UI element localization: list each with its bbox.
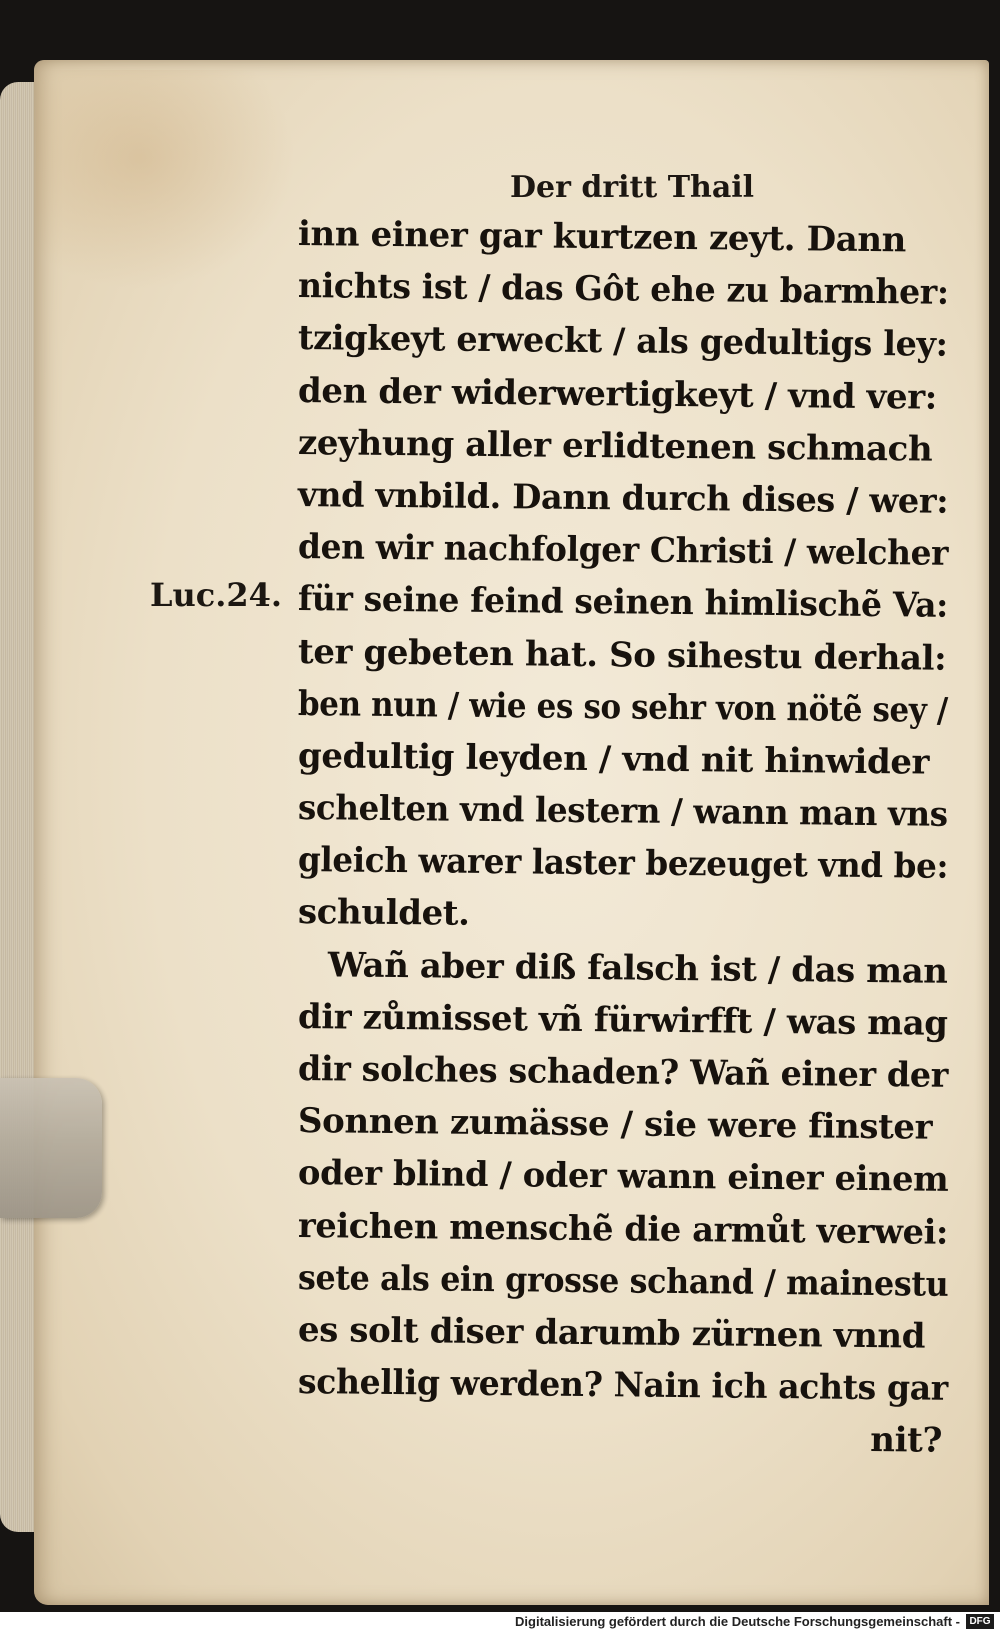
funding-credit: Digitalisierung gefördert durch die Deutsche Forschungsgemeinschaft - xyxy=(515,1614,960,1629)
text-line: es solt diser darumb zürnen vnnd xyxy=(297,1309,926,1357)
text-line: nit? xyxy=(870,1420,943,1462)
text-line: für seine feind seinen himlischẽ Va: xyxy=(297,579,949,627)
margin-note: Luc.24. xyxy=(150,576,283,614)
text-line: ben nun / wie es so sehr von nötẽ sey / xyxy=(297,683,949,731)
text-line: dir solches schaden? Wañ einer der xyxy=(297,1049,949,1096)
text-line: tzigkeyt erweckt / als gedultigs ley: xyxy=(297,318,948,366)
dfg-logo: DFG xyxy=(966,1614,994,1629)
text-line: den wir nachfolger Christi / welcher xyxy=(297,527,949,574)
text-line: dir zůmisset vñ fürwirfft / was mag xyxy=(297,996,948,1044)
text-line: schelten vnd lestern / wann man vns xyxy=(297,788,948,835)
running-head: Der dritt Thail xyxy=(510,170,755,205)
text-block xyxy=(298,208,948,1461)
text-line: inn einer gar kurtzen zeyt. Dann xyxy=(297,214,907,261)
text-line: gleich warer laster bezeuget vnd be: xyxy=(297,840,949,888)
text-line: schellig werden? Nain ich achts gar xyxy=(297,1362,949,1409)
text-line: oder blind / oder wann einer einem xyxy=(297,1153,949,1201)
text-line: Sonnen zumässe / sie were finster xyxy=(297,1101,933,1148)
text-line: Wañ aber diß falsch ist / das man xyxy=(327,944,948,992)
text-line: ter gebeten hat. So sihestu derhal: xyxy=(297,631,947,679)
text-line: vnd vnbild. Dann durch dises / wer: xyxy=(297,474,949,522)
text-line: den der widerwertigkeyt / vnd ver: xyxy=(297,370,938,418)
page-clip xyxy=(0,1078,102,1218)
text-line: nichts ist / das Gôt ehe zu barmher: xyxy=(297,266,949,314)
text-line: reichen menschẽ die armůt verwei: xyxy=(297,1205,949,1253)
text-line: sete als ein grosse schand / mainestu xyxy=(297,1257,949,1305)
text-line: schuldet. xyxy=(297,892,470,935)
text-line: zeyhung aller erlidtenen schmach xyxy=(297,422,933,470)
text-line: gedultig leyden / vnd nit hinwider xyxy=(297,735,930,783)
